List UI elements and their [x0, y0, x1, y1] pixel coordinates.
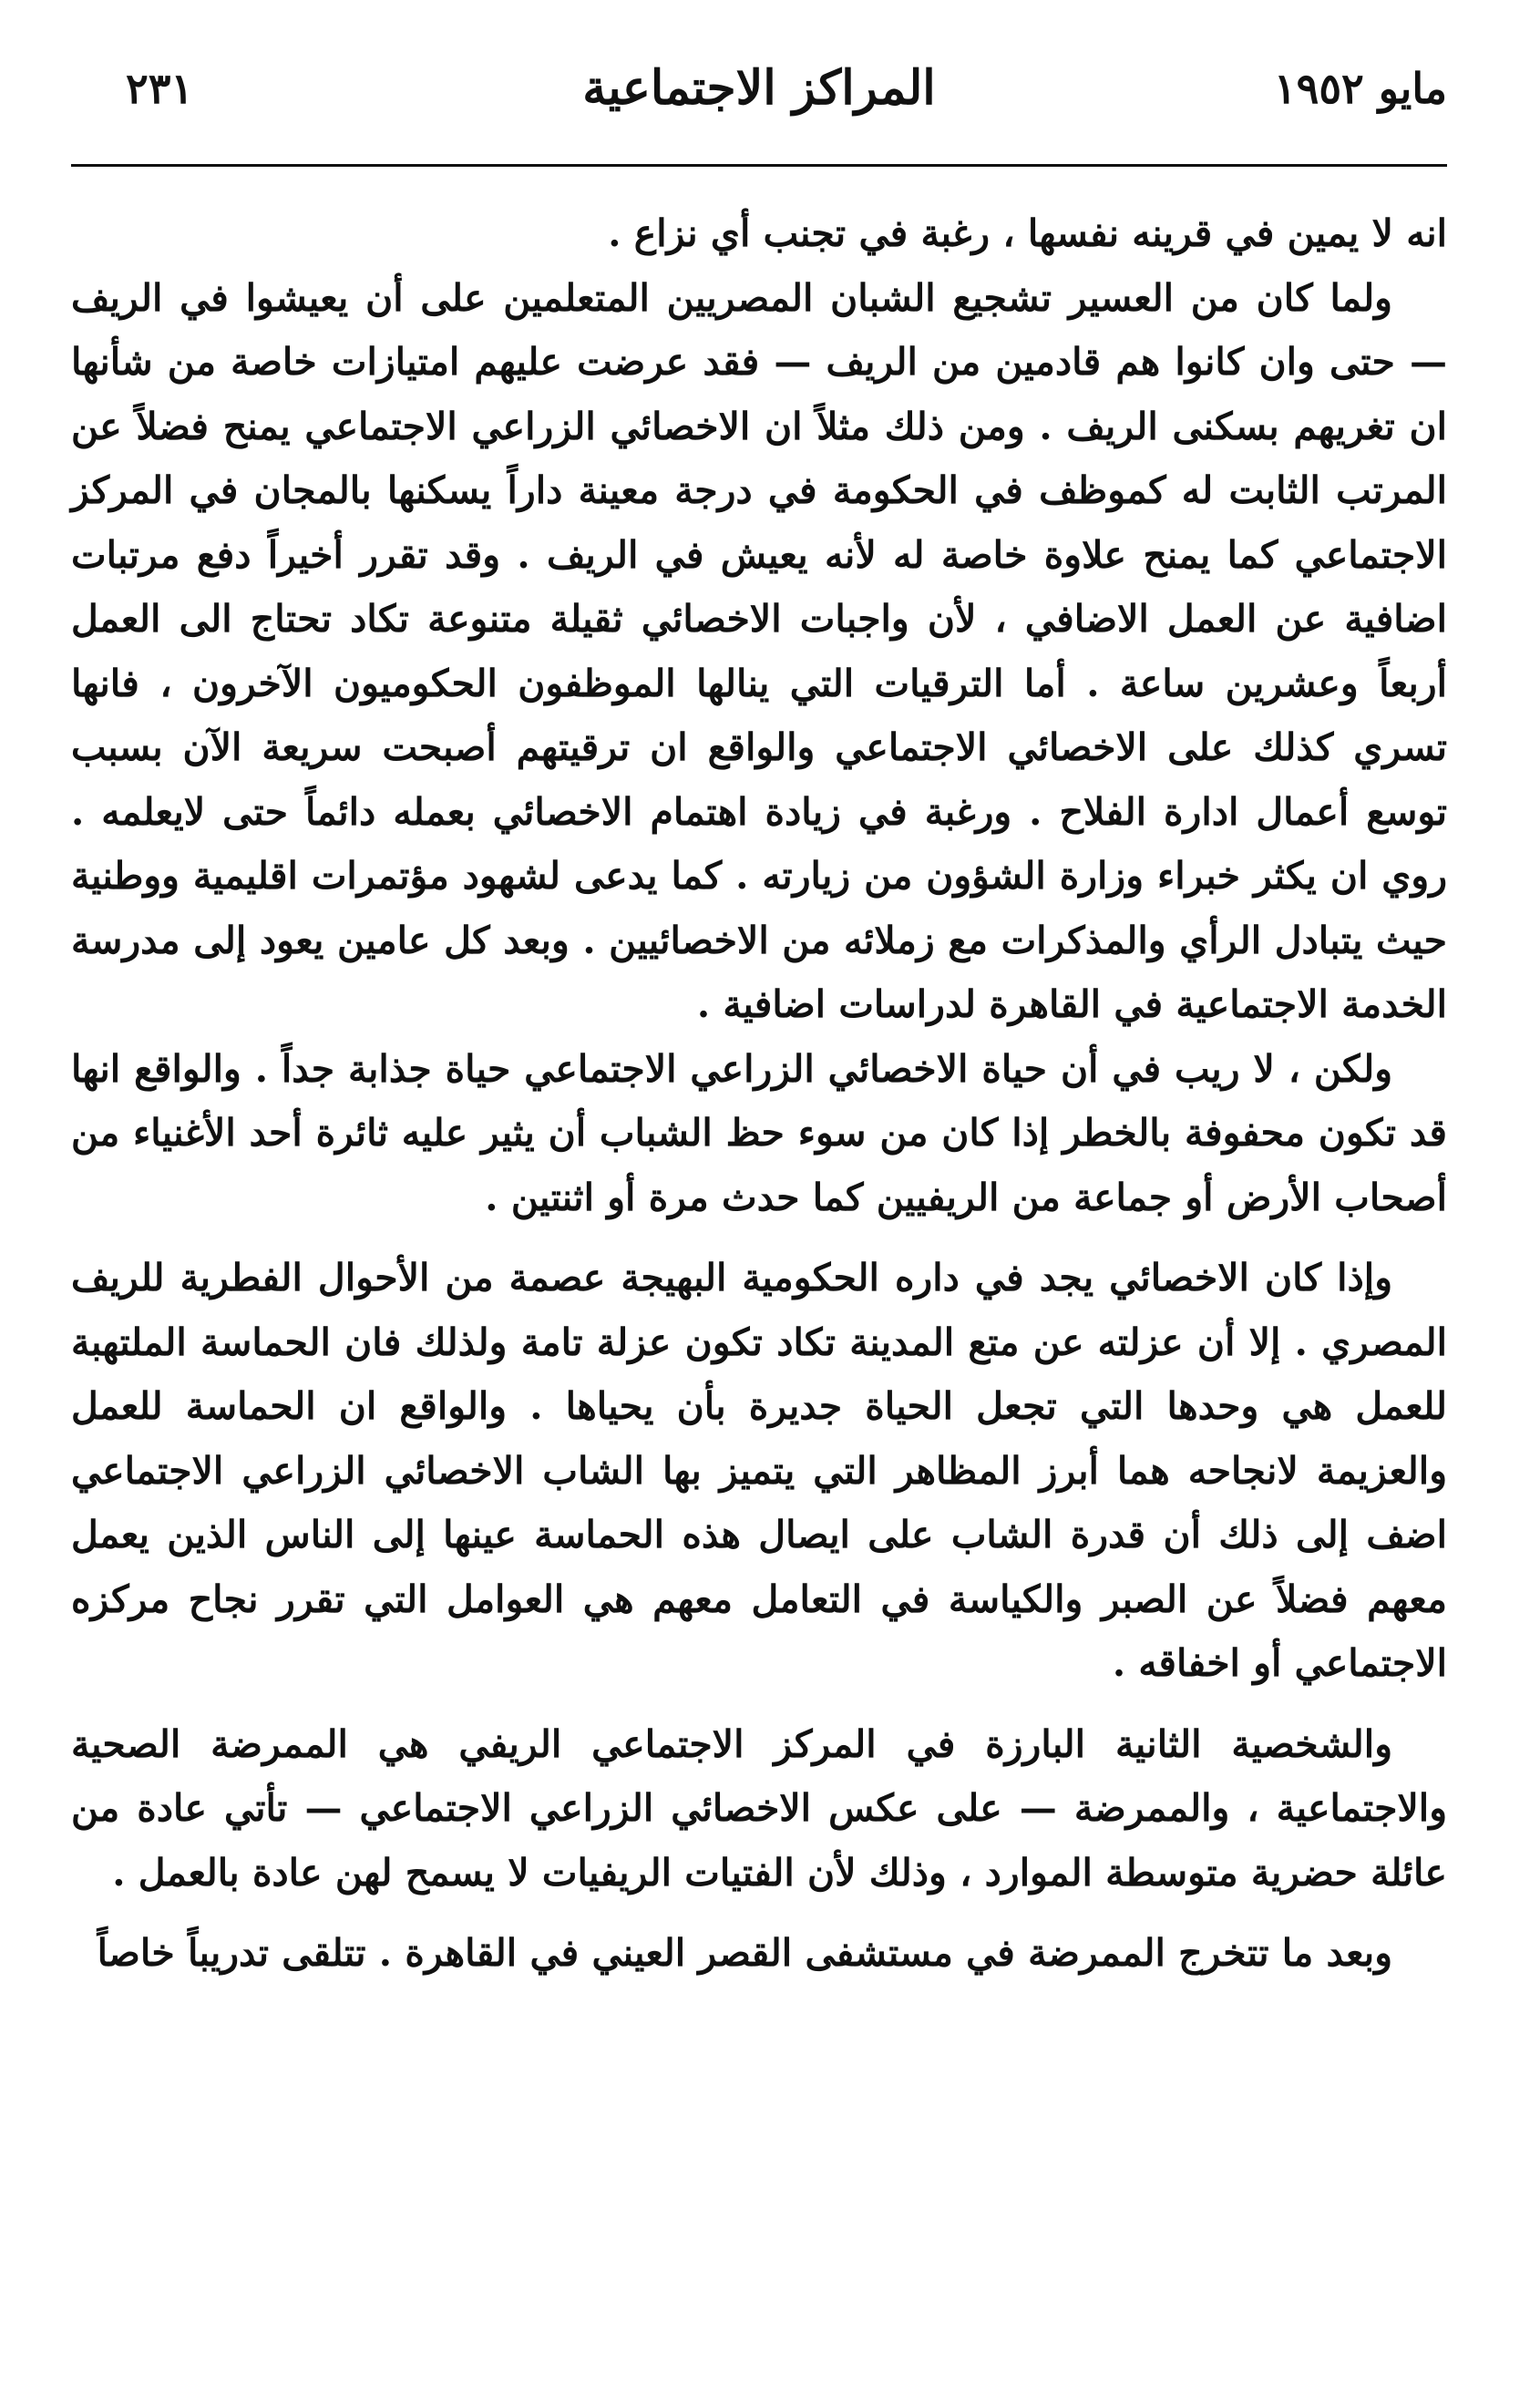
issue-date: مايو ١٩٥٢ [1273, 64, 1447, 113]
paragraph-nurse: والشخصية الثانية البارزة في المركز الاجتماعي الريفي هي الممرضة الصحية والاجتماعية ، والممرضة — على عكس الاخصائي الزراعي الاجتماعي — تأتي عادة من عائلة حضرية متوسطة الموارد ، وذلك لأن الفتيات الريفيات لا يسمح لهن عادة بالعمل . [71, 1721, 1447, 1895]
header-rule [71, 164, 1447, 167]
page-number: ٢٣١ [126, 64, 194, 113]
paragraph-continuation: انه لا يمين في قرينه نفسها ، رغبة في تجنب أي نزاع . [608, 211, 1447, 255]
paragraph-nurse-training: وبعد ما تتخرج الممرضة في مستشفى القصر العيني في القاهرة . تتلقى تدريباً خاصاً [97, 1931, 1392, 1975]
paragraph-danger: ولكن ، لا ريب في أن حياة الاخصائي الزراعي الاجتماعي حياة جذابة جداً . والواقع انها قد تكون محفوفة بالخطر إذا كان من سوء حظ الشباب أن يثير عليه ثائرة أحد الأغنياء من أصحاب الأرض أو جماعة من الريفيين كما حدث مرة أو اثنتين . [71, 1046, 1447, 1219]
document-page [71, 60, 1447, 2342]
paragraph-enthusiasm: وإذا كان الاخصائي يجد في داره الحكومية البهيجة عصمة من الأحوال الفطرية للريف المصري . إلا أن عزلته عن متع المدينة تكاد تكون عزلة تامة ولذلك فان الحماسة الملتهبة للعمل هي وحدها التي تجعل الحياة جديرة بأن يحياها . والواقع ان الحماسة للعمل والعزيمة لانجاحه هما أبرز المظاهر التي يتميز بها الشاب الاخصائي الزراعي الاجتماعي اضف إلى ذلك أن قدرة الشاب على ايصال هذه الحماسة عينها إلى الناس الذين يعمل معهم فضلاً عن الصبر والكياسة في التعامل معهم هي العوامل التي تقرر نجاح مركزه الاجتماعي أو اخفاقه . [71, 1256, 1447, 1685]
paragraph-incentives: ولما كان من العسير تشجيع الشبان المصريين المتعلمين على أن يعيشوا في الريف — حتى وان كانوا هم قادمين من الريف — فقد عرضت عليهم امتيازات خاصة من شأنها ان تغريهم بسكنى الريف . ومن ذلك مثلاً ان الاخصائي الزراعي الاجتماعي يمنح فضلاً عن المرتب الثابت له كموظف في الحكومة في درجة معينة داراً يسكنها بالمجان في المركز الاجتماعي كما يمنح علاوة خاصة له لأنه يعيش في الريف . وقد تقرر أخيراً دفع مرتبات اضافية عن العمل الاضافي ، لأن واجبات الاخصائي ثقيلة متنوعة تكاد تحتاج الى العمل أربعاً وعشرين ساعة . أما الترقيات التي ينالها الموظفون الحكوميون الآخرون ، فانها تسري كذلك على الاخصائي الاجتماعي والواقع ان ترقيتهم أصبحت سريعة الآن بسبب توسع أعمال ادارة الفلاح . ورغبة في زيادة اهتمام الاخصائي بعمله دائماً حتى لايعلمه . روي ان يكثر خبراء وزارة الشؤون من زيارته . كما يدعى لشهود مؤتمرات اقليمية ووطنية حيث يتبادل الرأي والمذكرات مع زملائه من الاخصائيين . وبعد كل عامين يعود إلى مدرسة الخدمة الاجتماعية في القاهرة لدراسات اضافية . [71, 275, 1447, 1026]
running-head [71, 60, 1447, 128]
journal-section-title: المراكز الاجتماعية [582, 60, 936, 116]
article-body [71, 201, 1447, 1986]
